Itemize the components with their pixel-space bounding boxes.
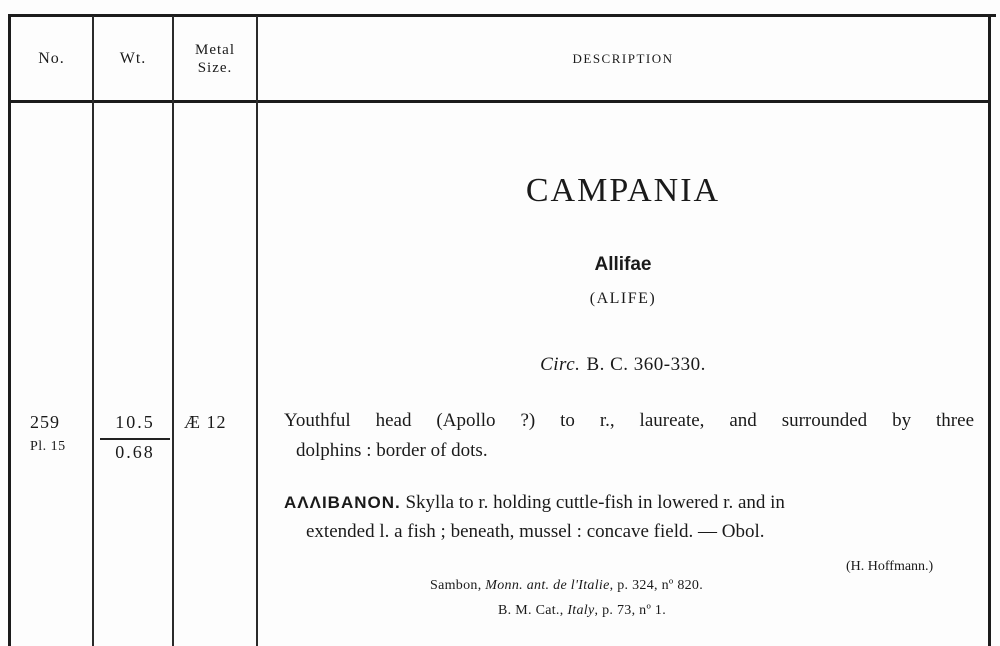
reference-bm-cat [498, 603, 666, 619]
header-metal-line2: Size. [197, 59, 233, 76]
frame-right-rule [988, 14, 991, 646]
column-rule-metal-description [256, 16, 258, 646]
city-heading: Allifae [594, 254, 652, 275]
weight-grams: 0.68 [115, 442, 155, 462]
modern-name-text: (ALIFE) [589, 290, 657, 307]
region-heading: CAMPANIA [525, 172, 721, 209]
ref1-title: Monn. ant. de l'Italie [485, 578, 610, 593]
ref1-tail: , p. 324, nº 820. [609, 578, 704, 593]
metal-size-value: Æ 12 [184, 412, 227, 432]
reverse-legend: ΑΛΛΙΒΑΝΟΝ. [284, 493, 401, 512]
header-description: DESCRIPTION [572, 50, 674, 66]
header-metal-size [174, 17, 256, 100]
weight-grains: 10.5 [115, 412, 155, 432]
ref2-title: Italy [567, 603, 595, 618]
plate-reference: Pl. 15 [30, 439, 66, 454]
catalogue-number: 259 [30, 412, 60, 432]
header-metal-line1: Metal [195, 41, 235, 58]
date-text: B. C. 360-330. [586, 354, 706, 375]
reference-sambon [430, 578, 703, 594]
ref2-head: B. M. Cat., [498, 603, 568, 618]
frame-left-rule [8, 14, 11, 646]
reverse-description-line1 [284, 492, 974, 514]
obverse-description-line1: Youthful head (Apollo ?) to r., laureate, and surrounded by three [284, 410, 974, 431]
ref2-tail: , p. 73, nº 1. [594, 603, 667, 618]
obverse-description-line2: dolphins : border of dots. [296, 440, 488, 461]
header-weight: Wt. [119, 49, 147, 67]
header-bottom-rule [8, 100, 991, 103]
date-line [258, 354, 988, 376]
date-prefix: Circ. [540, 354, 581, 375]
reverse-description-line2: extended l. a fish ; beneath, mussel : concave field. — Obol. [306, 521, 765, 542]
collection-attribution: (H. Hoffmann.) [846, 559, 934, 574]
header-no: No. [38, 49, 65, 67]
reverse-text-line1: Skylla to r. holding cuttle-fish in lowered r. and in [400, 492, 785, 513]
column-rule-no-wt [92, 16, 94, 646]
modern-name [258, 290, 988, 308]
ref1-author: Sambon, [430, 578, 486, 593]
weight-fraction-rule [100, 438, 170, 440]
column-rule-wt-metal [172, 16, 174, 646]
